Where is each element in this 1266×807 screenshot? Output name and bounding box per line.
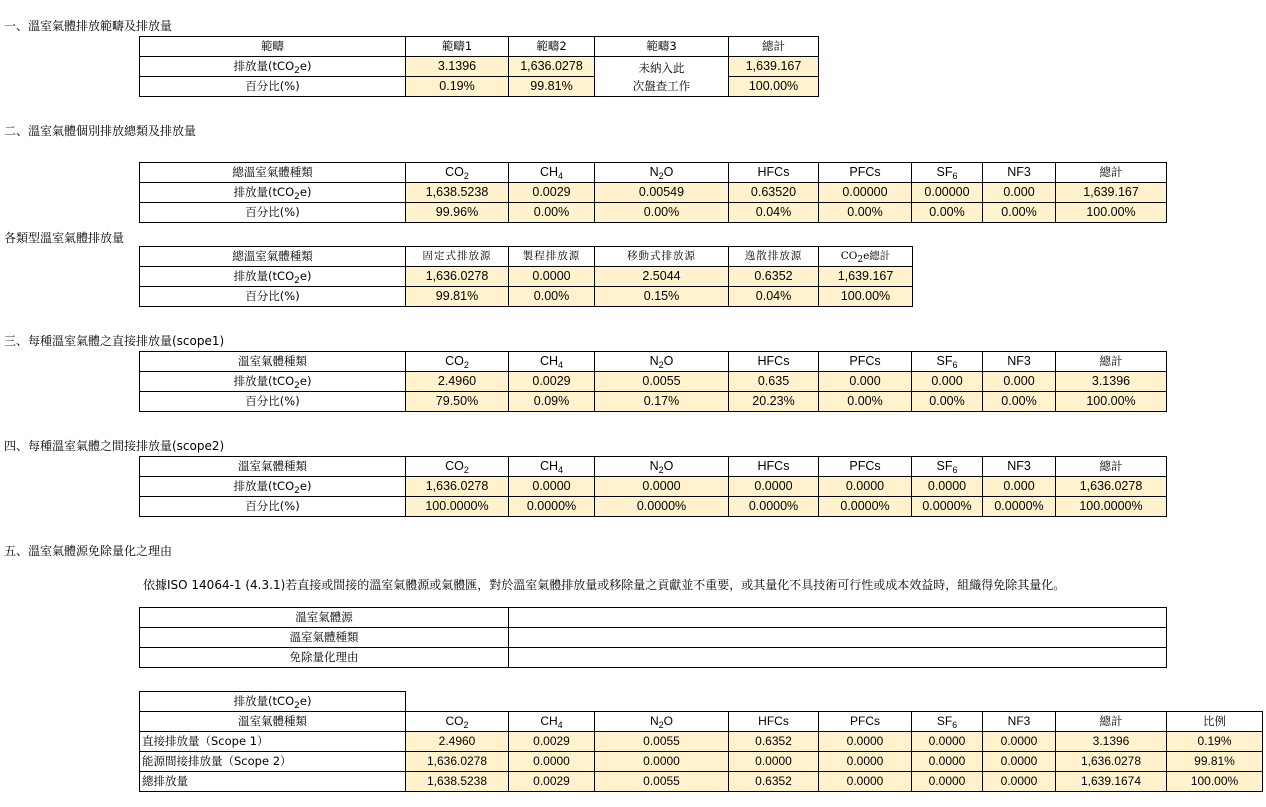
table-row <box>140 732 1263 752</box>
n2o-header: $N_2O$ <box>595 352 729 372</box>
emission-cell: 0.0000 <box>912 477 983 497</box>
scope1-header: 範疇1 <box>406 37 509 57</box>
emission-cell: 2.4960 <box>406 372 509 392</box>
emission-cell: 1,636.0278 <box>1056 477 1167 497</box>
ratio-header: 比例 <box>1167 712 1263 732</box>
percent-label: 百分比(%) <box>140 203 406 223</box>
emission-cell: 0.635 <box>729 372 819 392</box>
sf6-header: $SF_6$ <box>912 163 983 183</box>
scope2-gas-table <box>139 456 1167 517</box>
ch4-header: $CH_4$ <box>509 163 595 183</box>
emission-cell: 0.00000 <box>819 183 912 203</box>
percent-cell: 0.00% <box>819 203 912 223</box>
percent-cell: 0.00% <box>509 203 595 223</box>
sf6-header: $SF_6$ <box>912 712 983 732</box>
unit-label: 排放量(tCO$_2$e) <box>140 692 406 712</box>
scope2-percent: 99.81% <box>509 77 595 97</box>
section2-heading: 二、溫室氣體個別排放總類及排放量 <box>4 124 197 138</box>
gas-type-header: 溫室氣體種類 <box>140 352 406 372</box>
gas-type-table <box>139 162 1167 223</box>
emission-cell: 0.0029 <box>509 372 595 392</box>
percent-cell: 100.0000% <box>406 497 509 517</box>
percent-cell: 99.96% <box>406 203 509 223</box>
percent-cell: 0.0000% <box>819 497 912 517</box>
exemption-note: 依據ISO 14064-1 (4.3.1)若直接或間接的溫室氣體源或氣體匯，對於溫室氣體排放量或移除量之貢獻並不重要，或其量化不具技術可行性或成本效益時，組織得免除其量化。 <box>143 578 1066 592</box>
total-percent: 100.00% <box>729 77 819 97</box>
value-cell: 1,638.5238 <box>406 772 509 792</box>
ghg-type-value[interactable] <box>509 628 1167 648</box>
percent-cell: 0.00% <box>819 392 912 412</box>
percent-cell: 0.00% <box>595 203 729 223</box>
hfcs-header: HFCs <box>729 712 819 732</box>
emission-cell: 0.0055 <box>595 372 729 392</box>
emission-cell: 0.0000 <box>509 267 595 287</box>
value-cell: 0.0055 <box>595 732 729 752</box>
nf3-header: NF3 <box>983 712 1056 732</box>
mobile-header: 移動式排放源 <box>595 247 729 267</box>
row-label-scope2: 能源間接排放量（Scope 2） <box>140 752 406 772</box>
percent-cell: 20.23% <box>729 392 819 412</box>
emission-cell: 0.000 <box>912 372 983 392</box>
section4-heading: 四、每種溫室氣體之間接排放量(scope2) <box>4 439 225 453</box>
stationary-header: 固定式排放源 <box>406 247 509 267</box>
section1-heading: 一、溫室氣體排放範疇及排放量 <box>4 19 173 33</box>
gas-type-header: 總溫室氣體種類 <box>140 163 406 183</box>
process-header: 製程排放源 <box>509 247 595 267</box>
value-cell: 100.00% <box>1167 772 1263 792</box>
n2o-header: $N_2O$ <box>595 712 729 732</box>
emission-cell: 0.0029 <box>509 183 595 203</box>
value-cell: 0.0000 <box>983 752 1056 772</box>
percent-cell: 100.00% <box>1056 392 1167 412</box>
value-cell: 0.0000 <box>595 752 729 772</box>
exemption-table <box>139 607 1167 668</box>
total-header: 總計 <box>1056 352 1167 372</box>
emission-cell: 0.000 <box>983 183 1056 203</box>
scope2-header: 範疇2 <box>509 37 595 57</box>
exemption-reason-label: 免除量化理由 <box>140 648 509 668</box>
emission-cell: 0.0000 <box>729 477 819 497</box>
co2-header: $CO_2$ <box>406 457 509 477</box>
scope1-emission: 3.1396 <box>406 57 509 77</box>
n2o-header: $N_2O$ <box>595 457 729 477</box>
source-type-heading: 各類型溫室氣體排放量 <box>4 231 125 245</box>
scope-header: 範疇 <box>140 37 406 57</box>
emission-cell: 0.0000 <box>595 477 729 497</box>
percent-cell: 0.09% <box>509 392 595 412</box>
exemption-reason-value[interactable] <box>509 648 1167 668</box>
table-row <box>140 772 1263 792</box>
percent-cell: 0.17% <box>595 392 729 412</box>
emission-cell: 0.000 <box>983 372 1056 392</box>
percent-label: 百分比(%) <box>140 77 406 97</box>
percent-cell: 0.04% <box>729 203 819 223</box>
row-label-total: 總排放量 <box>140 772 406 792</box>
total-header: 總計 <box>1056 712 1167 732</box>
scope3-note: 未納入此 次盤查工作 <box>595 57 729 97</box>
table-row <box>140 752 1263 772</box>
scope1-percent: 0.19% <box>406 77 509 97</box>
value-cell: 0.0000 <box>912 772 983 792</box>
ch4-header: $CH_4$ <box>509 712 595 732</box>
emission-cell: 0.00549 <box>595 183 729 203</box>
value-cell: 0.6352 <box>729 772 819 792</box>
hfcs-header: HFCs <box>729 352 819 372</box>
hfcs-header: HFCs <box>729 457 819 477</box>
section3-heading: 三、每種溫室氣體之直接排放量(scope1) <box>4 334 225 348</box>
percent-label: 百分比(%) <box>140 497 406 517</box>
total-header: 總計 <box>1056 163 1167 183</box>
summary-table <box>139 691 1263 792</box>
scope1-gas-table <box>139 351 1167 412</box>
percent-cell: 0.00% <box>983 203 1056 223</box>
percent-cell: 100.00% <box>1056 203 1167 223</box>
percent-cell: 0.0000% <box>509 497 595 517</box>
emission-label: 排放量(tCO$_2$e) <box>140 477 406 497</box>
emission-cell: 1,639.167 <box>819 267 913 287</box>
co2-header: $CO_2$ <box>406 352 509 372</box>
value-cell: 0.0000 <box>509 752 595 772</box>
value-cell: 0.0055 <box>595 772 729 792</box>
percent-cell: 99.81% <box>406 287 509 307</box>
percent-cell: 0.00% <box>983 392 1056 412</box>
value-cell: 0.6352 <box>729 732 819 752</box>
percent-cell: 100.00% <box>819 287 913 307</box>
scope2-emission: 1,636.0278 <box>509 57 595 77</box>
value-cell: 1,639.1674 <box>1056 772 1167 792</box>
ghg-source-label: 溫室氣體源 <box>140 608 509 628</box>
percent-cell: 0.0000% <box>912 497 983 517</box>
ch4-header: $CH_4$ <box>509 352 595 372</box>
percent-label: 百分比(%) <box>140 392 406 412</box>
row-label-scope1: 直接排放量（Scope 1） <box>140 732 406 752</box>
co2-header: $CO_2$ <box>406 163 509 183</box>
value-cell: 1,636.0278 <box>406 752 509 772</box>
value-cell: 0.0000 <box>819 772 912 792</box>
value-cell: 0.0000 <box>912 752 983 772</box>
emission-cell: 3.1396 <box>1056 372 1167 392</box>
value-cell: 0.0000 <box>983 772 1056 792</box>
emission-cell: 0.000 <box>819 372 912 392</box>
pfcs-header: PFCs <box>819 352 912 372</box>
percent-cell: 0.00% <box>509 287 595 307</box>
value-cell: 0.0000 <box>912 732 983 752</box>
nf3-header: NF3 <box>983 163 1056 183</box>
pfcs-header: PFCs <box>819 163 912 183</box>
emission-cell: 0.00000 <box>912 183 983 203</box>
source-type-table <box>139 246 913 307</box>
ghg-source-value[interactable] <box>509 608 1167 628</box>
value-cell: 99.81% <box>1167 752 1263 772</box>
pfcs-header: PFCs <box>819 457 912 477</box>
percent-cell: 0.04% <box>729 287 819 307</box>
percent-label: 百分比(%) <box>140 287 406 307</box>
value-cell: 0.0029 <box>509 732 595 752</box>
value-cell: 0.0029 <box>509 772 595 792</box>
emission-cell: 2.5044 <box>595 267 729 287</box>
value-cell: 0.0000 <box>819 752 912 772</box>
percent-cell: 0.15% <box>595 287 729 307</box>
total-header: 總計 <box>729 37 819 57</box>
ch4-header: $CH_4$ <box>509 457 595 477</box>
pfcs-header: PFCs <box>819 712 912 732</box>
gas-type-header: 溫室氣體種類 <box>140 712 406 732</box>
emission-label: 排放量(tCO$_2$e) <box>140 372 406 392</box>
scope3-header: 範疇3 <box>595 37 729 57</box>
hfcs-header: HFCs <box>729 163 819 183</box>
emission-label: 排放量(tCO$_2$e) <box>140 267 406 287</box>
value-cell: 0.0000 <box>983 732 1056 752</box>
co2e-total-header: $CO_2e$總計 <box>819 247 913 267</box>
n2o-header: $N_2O$ <box>595 163 729 183</box>
percent-cell: 0.0000% <box>983 497 1056 517</box>
emission-cell: 1,639.167 <box>1056 183 1167 203</box>
value-cell: 0.0000 <box>819 732 912 752</box>
emission-cell: 1,638.5238 <box>406 183 509 203</box>
percent-cell: 100.0000% <box>1056 497 1167 517</box>
value-cell: 2.4960 <box>406 732 509 752</box>
emission-cell: 1,636.0278 <box>406 477 509 497</box>
percent-cell: 0.0000% <box>729 497 819 517</box>
value-cell: 0.0000 <box>729 752 819 772</box>
emission-cell: 0.63520 <box>729 183 819 203</box>
sf6-header: $SF_6$ <box>912 457 983 477</box>
emission-cell: 0.0000 <box>819 477 912 497</box>
value-cell: 3.1396 <box>1056 732 1167 752</box>
fugitive-header: 逸散排放源 <box>729 247 819 267</box>
gas-type-header: 溫室氣體種類 <box>140 457 406 477</box>
percent-cell: 0.0000% <box>595 497 729 517</box>
sf6-header: $SF_6$ <box>912 352 983 372</box>
emission-cell: 0.000 <box>983 477 1056 497</box>
scope-table <box>139 36 819 97</box>
percent-cell: 0.00% <box>912 203 983 223</box>
emission-cell: 0.0000 <box>509 477 595 497</box>
total-emission: 1,639.167 <box>729 57 819 77</box>
co2-header: $CO_2$ <box>406 712 509 732</box>
value-cell: 1,636.0278 <box>1056 752 1167 772</box>
source-type-header: 總溫室氣體種類 <box>140 247 406 267</box>
nf3-header: NF3 <box>983 457 1056 477</box>
nf3-header: NF3 <box>983 352 1056 372</box>
total-header: 總計 <box>1056 457 1167 477</box>
percent-cell: 0.00% <box>912 392 983 412</box>
emission-label: 排放量(tCO$_2$e) <box>140 57 406 77</box>
emission-cell: 0.6352 <box>729 267 819 287</box>
emission-cell: 1,636.0278 <box>406 267 509 287</box>
ghg-type-label: 溫室氣體種類 <box>140 628 509 648</box>
value-cell: 0.19% <box>1167 732 1263 752</box>
emission-label: 排放量(tCO$_2$e) <box>140 183 406 203</box>
percent-cell: 79.50% <box>406 392 509 412</box>
section5-heading: 五、溫室氣體源免除量化之理由 <box>4 544 173 558</box>
